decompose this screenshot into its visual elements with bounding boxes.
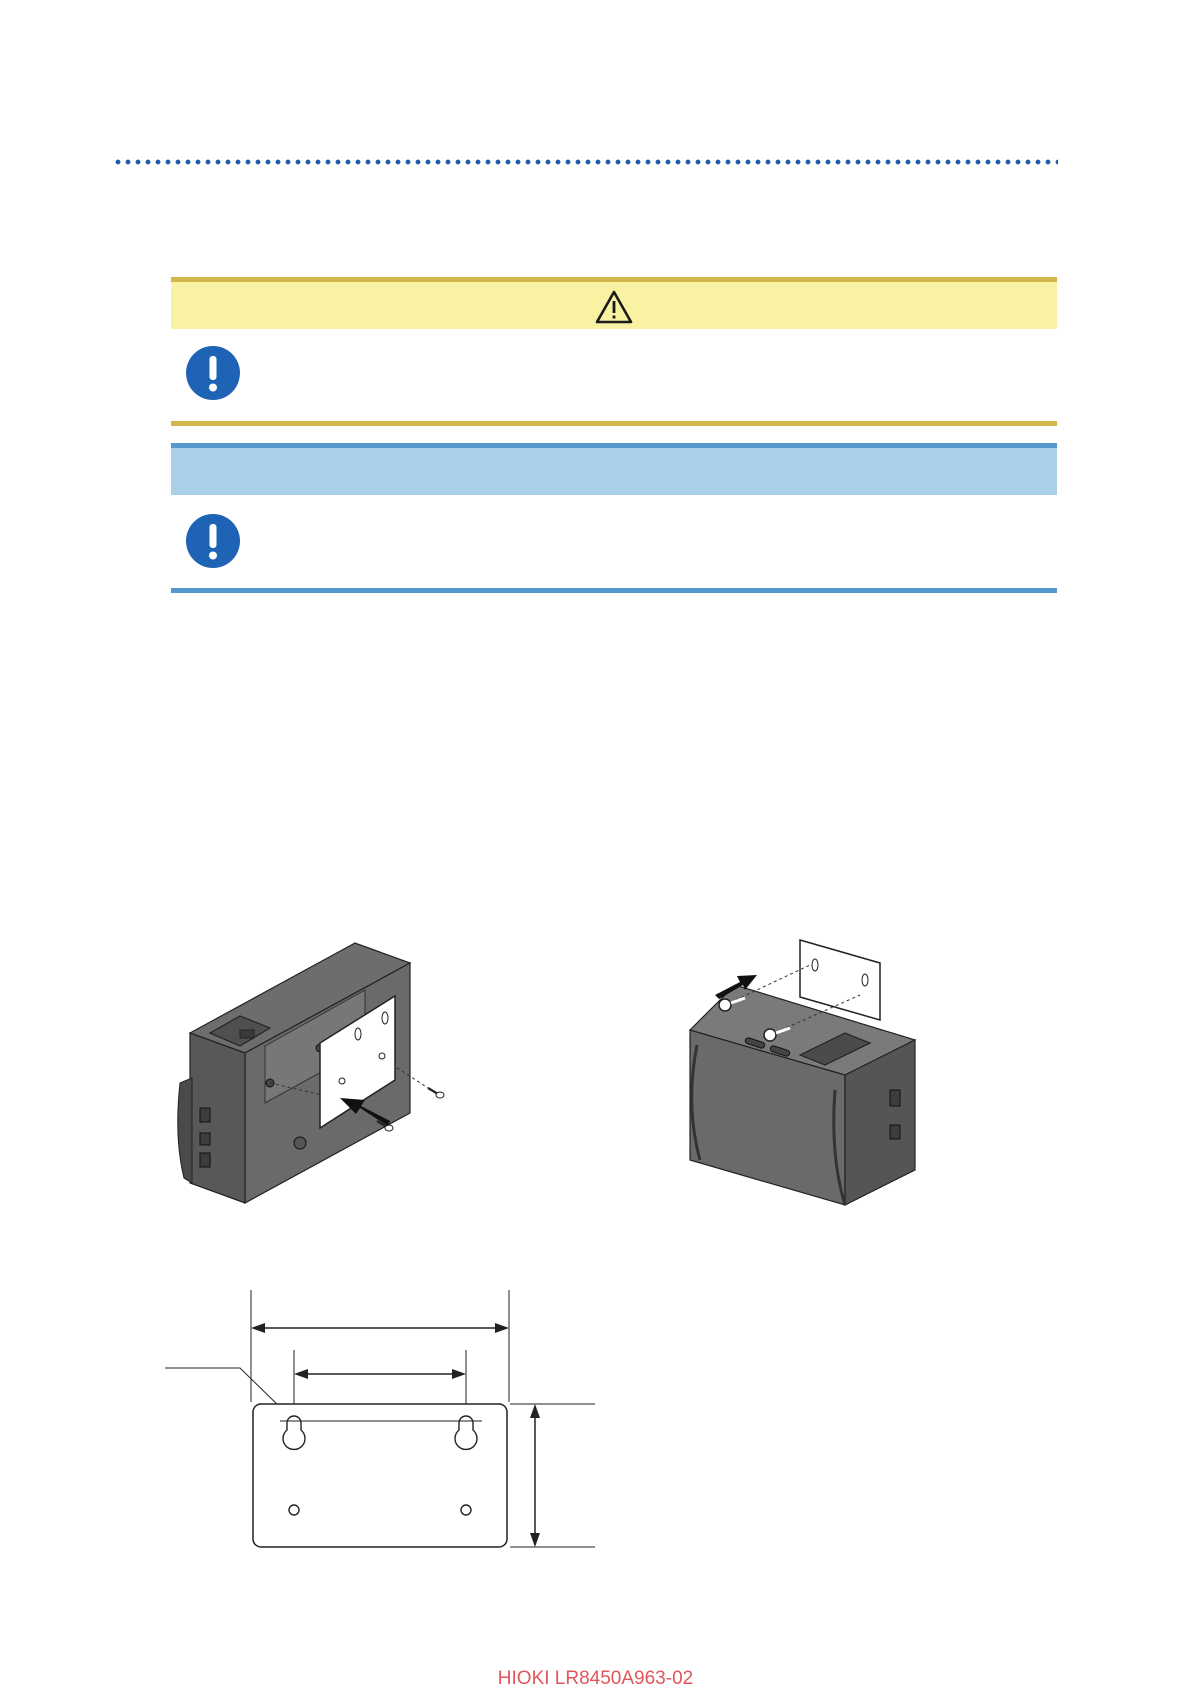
instrument-top-bracket-illustration [685,935,945,1215]
caution-body [171,329,1057,426]
caution-header-bar [171,277,1057,329]
note-header-bar [171,443,1057,495]
dotted-section-divider [113,159,1058,165]
note-box [171,443,1057,593]
caution-box [171,277,1057,426]
instrument-rear-bracket-illustration [170,938,490,1213]
note-body [171,495,1057,593]
warning-triangle-icon [595,290,633,324]
document-code: HIOKI LR8450A963-02 [497,1668,694,1689]
bracket-plate-dimension-drawing [165,1290,595,1560]
mandatory-action-icon [185,345,241,401]
mandatory-action-icon [185,513,241,569]
